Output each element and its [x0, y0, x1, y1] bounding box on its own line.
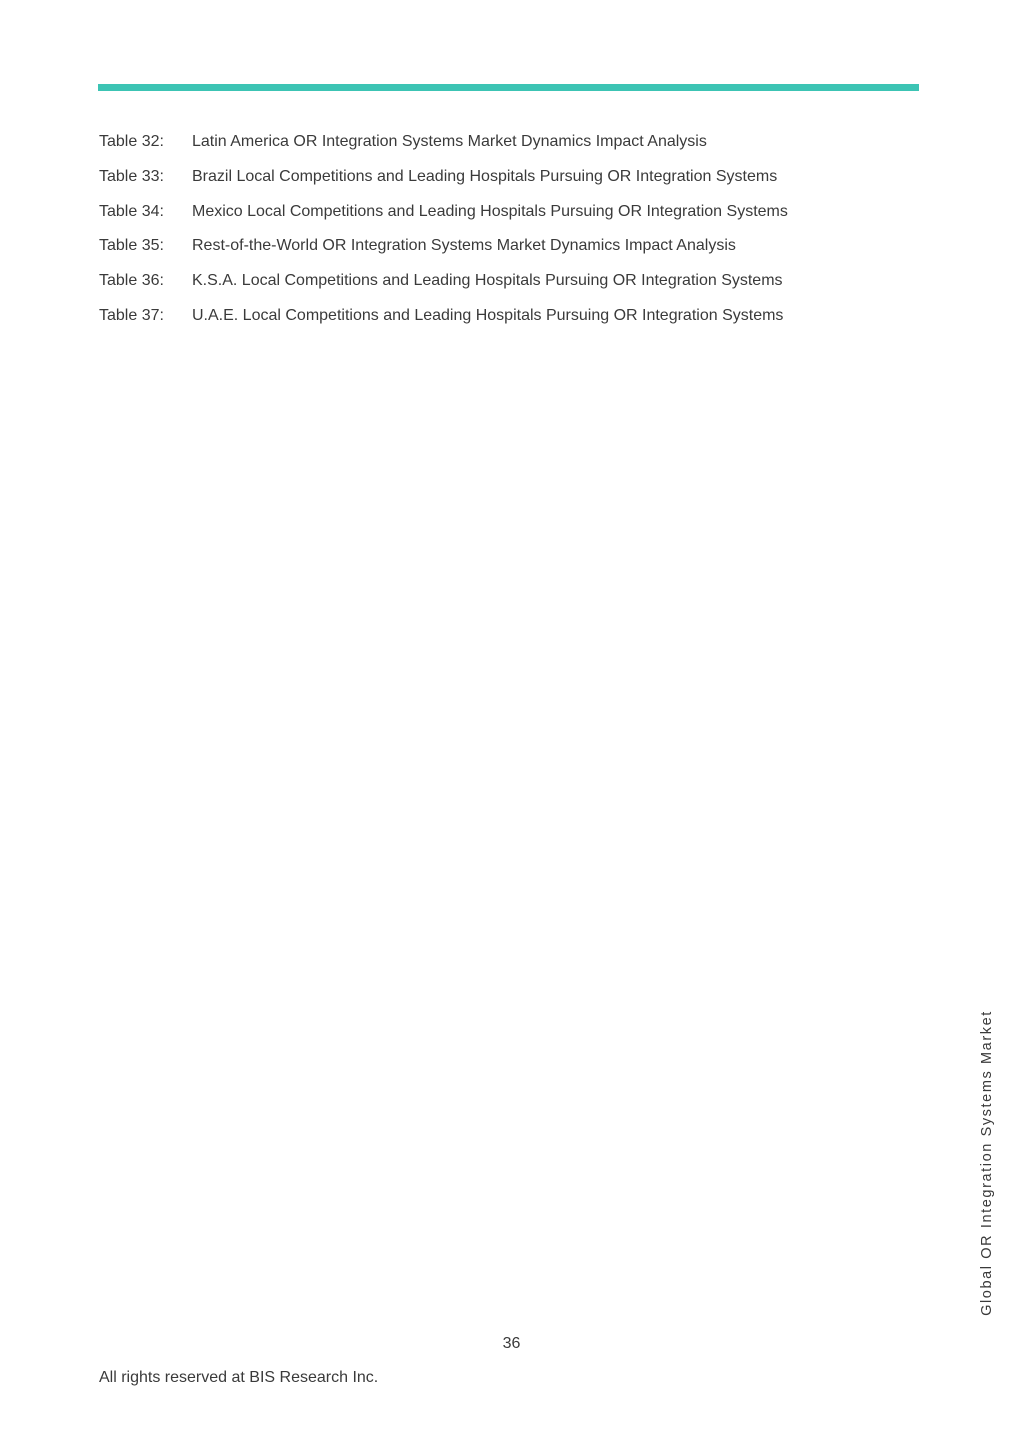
- report-side-title: Global OR Integration Systems Market: [979, 1010, 995, 1316]
- list-of-tables: [99, 131, 899, 340]
- copyright-footer: All rights reserved at BIS Research Inc.: [99, 1369, 379, 1386]
- table-title: U.A.E. Local Competitions and Leading Hospitals Pursuing OR Integration Systems: [192, 306, 784, 324]
- toc-entry[interactable]: [99, 201, 899, 236]
- table-title: Rest-of-the-World OR Integration Systems Market Dynamics Impact Analysis: [192, 237, 736, 255]
- toc-entry[interactable]: [99, 305, 899, 340]
- toc-entry[interactable]: [99, 166, 899, 201]
- toc-entry[interactable]: [99, 270, 899, 305]
- table-title: Mexico Local Competitions and Leading Hospitals Pursuing OR Integration Systems: [192, 202, 788, 220]
- table-number: Table 35:: [99, 237, 164, 255]
- table-number: Table 36:: [99, 272, 164, 290]
- table-number: Table 34:: [99, 202, 164, 220]
- page-number: 36: [502, 1335, 521, 1352]
- header-accent-rule: [98, 84, 919, 91]
- table-title: K.S.A. Local Competitions and Leading Hospitals Pursuing OR Integration Systems: [192, 272, 783, 290]
- table-number: Table 37:: [99, 306, 164, 324]
- table-number: Table 32:: [99, 133, 164, 150]
- table-number: Table 33:: [99, 167, 164, 185]
- toc-entry[interactable]: [99, 131, 899, 166]
- table-title: Brazil Local Competitions and Leading Hospitals Pursuing OR Integration Systems: [192, 167, 778, 185]
- toc-entry[interactable]: [99, 235, 899, 270]
- table-title: Latin America OR Integration Systems Market Dynamics Impact Analysis: [192, 133, 707, 150]
